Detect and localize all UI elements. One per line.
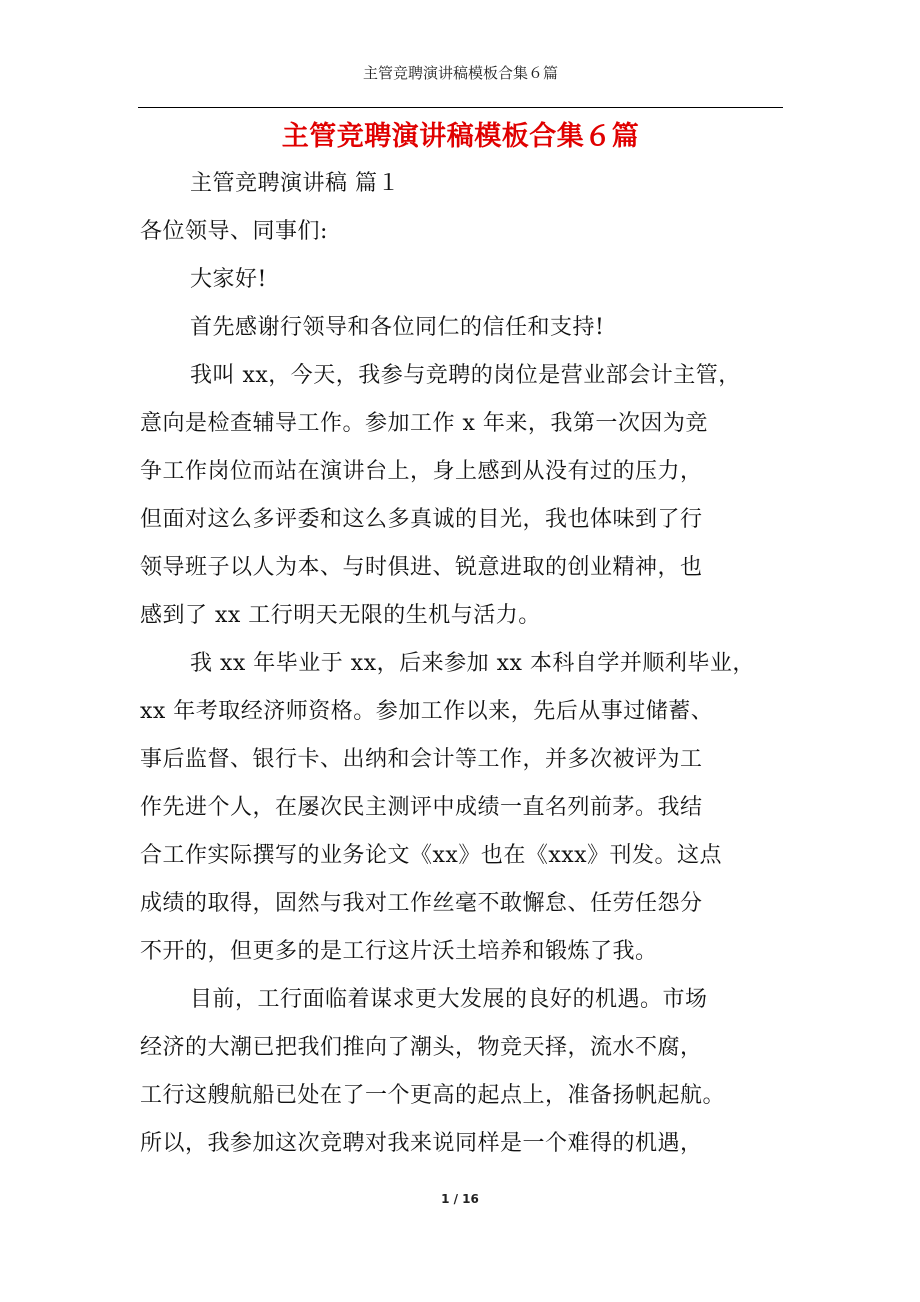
text-line: 我 xx 年毕业于 xx，后来参加 xx 本科自学并顺利毕业， bbox=[190, 651, 755, 676]
text-line: 事后监督、银行卡、出纳和会计等工作，并多次被评为工 bbox=[140, 747, 703, 772]
text-line: 合工作实际撰写的业务论文《xx》也在《xxx》刊发。这点 bbox=[140, 843, 723, 868]
text-line: 但面对这么多评委和这么多真诚的目光，我也体味到了行 bbox=[140, 507, 703, 532]
header-rule bbox=[138, 107, 783, 108]
text-line: 目前，工行面临着谋求更大发展的良好的机遇。市场 bbox=[190, 987, 708, 1012]
section-heading: 主管竞聘演讲稿 篇１ bbox=[190, 171, 400, 196]
text-line: 大家好! bbox=[190, 267, 267, 292]
text-line: 成绩的取得，固然与我对工作丝毫不敢懈怠、任劳任怨分 bbox=[140, 891, 703, 916]
document-title: 主管竞聘演讲稿模板合集６篇 bbox=[281, 121, 640, 152]
text-line: 各位领导、同事们: bbox=[140, 219, 328, 244]
text-line: 作先进个人，在屡次民主测评中成绩一直名列前茅。我结 bbox=[140, 795, 703, 820]
text-line: 争工作岗位而站在演讲台上，身上感到从没有过的压力， bbox=[140, 459, 703, 484]
text-line: 工行这艘航船已处在了一个更高的起点上，准备扬帆起航。 bbox=[140, 1083, 726, 1108]
text-line: 意向是检查辅导工作。参加工作 x 年来，我第一次因为竞 bbox=[140, 411, 708, 436]
text-line: 经济的大潮已把我们推向了潮头，物竞天择，流水不腐， bbox=[140, 1035, 703, 1060]
text-line: 感到了 xx 工行明天无限的生机与活力。 bbox=[140, 603, 541, 628]
page-number: 1 / 16 bbox=[441, 1192, 479, 1206]
text-line: xx 年考取经济师资格。参加工作以来，先后从事过储蓄、 bbox=[140, 699, 714, 724]
text-line: 领导班子以人为本、与时俱进、锐意进取的创业精神，也 bbox=[140, 555, 703, 580]
text-line: 首先感谢行领导和各位同仁的信任和支持! bbox=[190, 315, 605, 340]
text-line: 我叫 xx，今天，我参与竞聘的岗位是营业部会计主管， bbox=[190, 363, 741, 388]
page-header: 主管竞聘演讲稿模板合集６篇 bbox=[362, 64, 558, 82]
text-line: 所以，我参加这次竞聘对我来说同样是一个难得的机遇， bbox=[140, 1131, 703, 1156]
text-line: 不开的，但更多的是工行这片沃土培养和锻炼了我。 bbox=[140, 939, 658, 964]
